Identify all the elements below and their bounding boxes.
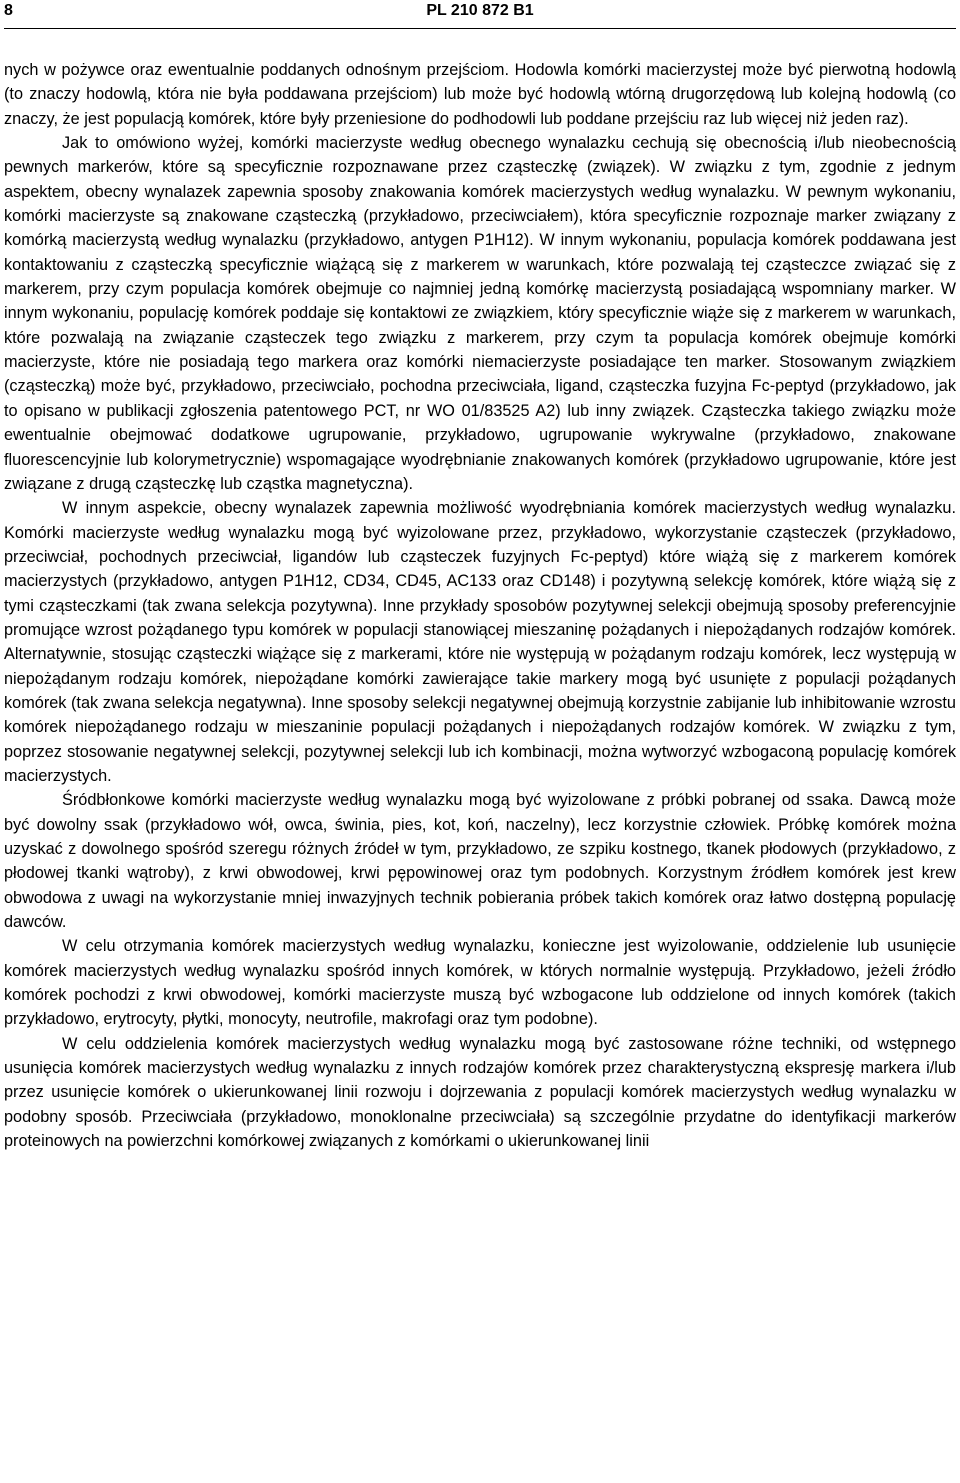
patent-number: PL 210 872 B1 — [426, 2, 534, 19]
paragraph-3: W innym aspekcie, obecny wynalazek zapewnia możliwość wyodrębniania komórek macierzystych według wynalazku. Komórki macierzyste według wynalazku mogą być wyizolowane przez, przykładowo, wykorzystanie cząsteczek (przykładowo, przeciwciał, pochodnych przeciwciał, ligandów lub cząsteczek fuzyjnych Fc-peptyd) które wiążą się z markerem komórek macierzystych (przykładowo, antygen P1H12, CD34, CD45, AC133 oraz CD148) i pozytywną selekcję komórek, które wiążą się z tymi cząsteczkami (tak zwana selekcja pozytywna). Inne przykłady sposobów pozytywnej selekcji obejmują sposoby preferencyjnie promujące wzrost pożądanego typu komórek w populacji stanowiącej mieszaninę pożądanych i niepożądanych rodzajów komórek. Alternatywnie, stosując cząsteczki wiążące się z markerami, które nie występują w pożądanym rodzaju komórek, lecz występują w niepożądanym rodzaju komórek, niepożądane komórki zawierające takie markery mogą być usunięte z populacji pożądanych komórek (tak zwana selekcja negatywna). Inne sposoby selekcji negatywnej obejmują korzystnie zabijanie lub inhibitowanie wzrostu komórek niepożądanego rodzaju w mieszaninie populacji pożądanych i niepożądanych rodzajów komórek. W związku z tym, poprzez stosowanie negatywnej selekcji, pozytywnej selekcji lub ich kombinacji, można wytworzyć wzbogaconą populację komórek macierzystych. — [4, 499, 956, 785]
page-header — [0, 2, 960, 24]
paragraph-1: nych w pożywce oraz ewentualnie poddanych odnośnym przejściom. Hodowla komórki macierzystej może być pierwotną hodowlą (to znaczy hodowlą, która nie była poddawana przejściom) lub może być hodowlą wtórną drugorzędową lub kolejną hodowlą (co znaczy, że jest populacją komórek, które były przeniesione do podhodowli lub poddane przejściu raz lub więcej niż jeden raz). — [4, 61, 956, 128]
page-number: 8 — [4, 2, 13, 19]
paragraph-6: W celu oddzielenia komórek macierzystych według wynalazku mogą być zastosowane różne techniki, od wstępnego usunięcia komórek macierzystych według wynalazku z innych rodzajów komórek przez charakterystyczną ekspresję markera i/lub przez usunięcie komórek o ukierunkowanej linii rozwoju i dojrzewania z populacji komórek macierzystych według wynalazku w podobny sposób. Przeciwciała (przykładowo, monoklonalne przeciwciała) są szczególnie przydatne do identyfikacji markerów proteinowych na powierzchni komórkowej związanych z komórkami o ukierunkowanej linii — [4, 1034, 956, 1151]
paragraph-4: Śródbłonkowe komórki macierzyste według wynalazku mogą być wyizolowane z próbki pobranej od ssaka. Dawcą może być dowolny ssak (przykładowo wół, owca, świnia, pies, kot, koń, naczelny), lecz korzystnie człowiek. Próbkę komórek można uzyskać z dowolnego spośród szeregu różnych źródeł w tym, przykładowo, ze szpiku kostnego, tkanek płodowych (przykładowo, z płodowej tkanki wątroby), z krwi obwodowej, krwi pępowinowej oraz tym podobnych. Korzystnym źródłem komórek jest krew obwodowa z uwagi na wykorzystanie mniej inwazyjnych technik pobierania próbek takich komórek oraz łatwo dostępną populację dawców. — [4, 791, 956, 932]
paragraph-2: Jak to omówiono wyżej, komórki macierzyste według obecnego wynalazku cechują się obecnością i/lub nieobecnością pewnych markerów, które są specyficznie rozpoznawane przez cząsteczkę (związek). W związku z tym, zgodnie z jednym aspektem, obecny wynalazek zapewnia sposoby znakowania komórek macierzystych według wynalazku. W pewnym wykonaniu, komórki macierzyste są znakowane cząsteczką (przykładowo, przeciwciałem), która specyficznie rozpoznaje marker związany z komórką macierzystą według wynalazku (przykładowo, antygen P1H12). W innym wykonaniu, populacja komórek poddawana jest kontaktowaniu z cząsteczką specyficznie wiążącą się z markerem w warunkach, które pozwalają tej cząsteczce związać się z markerem, przy czym populacja komórek obejmuje co najmniej jedną komórkę macierzystą posiadającą wspomniany marker. W innym wykonaniu, populację komórek poddaje się kontaktowi ze związkiem, który specyficznie wiąże się z markerem w warunkach, które pozwalają na związanie cząsteczek tego związku z markerem, przy czym ta populacja komórek obejmuje komórki macierzyste, które nie posiadają tego markera oraz komórki niemacierzyste posiadające ten marker. Stosowanym związkiem (cząsteczką) może być, przykładowo, przeciwciało, pochodna przeciwciała, ligand, cząsteczka fuzyjna Fc-peptyd (przykładowo, jak to opisano w publikacji zgłoszenia patentowego PCT, nr WO 01/83525 A2) lub inny związek. Cząsteczka takiego związku może ewentualnie obejmować dodatkowe ugrupowanie, przykładowo, ugrupowanie wykrywalne (przykładowo, znakowane fluorescencyjnie lub kolorymetrycznie) wspomagające wyodrębnianie znakowanych komórek (przykładowo ugrupowanie, które jest związane z drugą cząsteczkę lub cząstka magnetyczna). — [4, 134, 956, 493]
document-body — [4, 58, 956, 1153]
header-divider — [4, 28, 956, 29]
paragraph-5: W celu otrzymania komórek macierzystych według wynalazku, konieczne jest wyizolowanie, oddzielenie lub usunięcie komórek macierzystych według wynalazku spośród innych komórek, w których normalnie występują. Przykładowo, jeżeli źródło komórek pochodzi z krwi obwodowej, komórki macierzyste muszą być wzbogacone lub oddzielone od innych komórek (takich przykładowo, erytrocyty, płytki, monocyty, neutrofile, makrofagi oraz tym podobne). — [4, 937, 956, 1029]
